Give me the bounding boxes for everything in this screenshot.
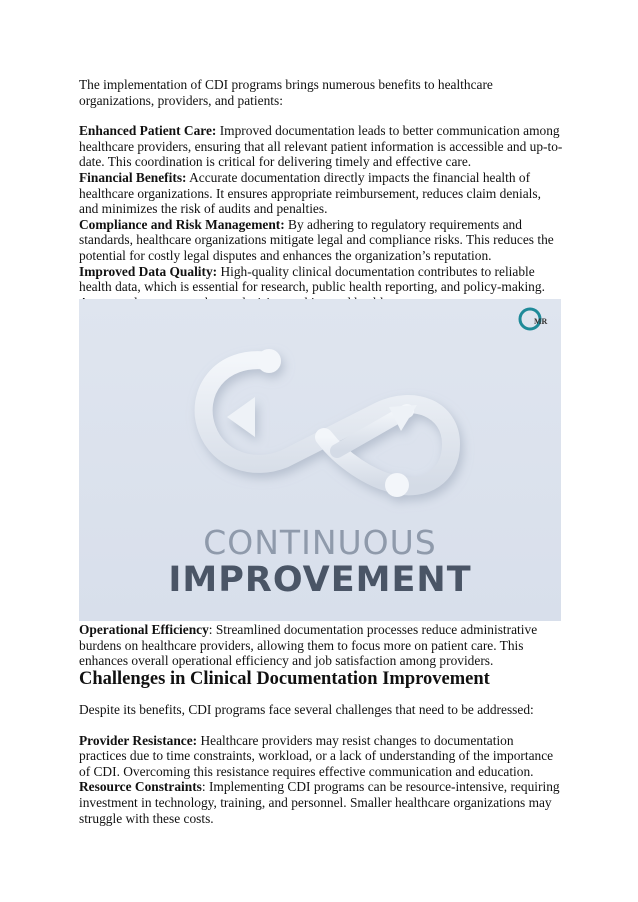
benefit-title: Enhanced Patient Care: bbox=[79, 123, 217, 139]
operational-section bbox=[79, 622, 563, 669]
loop-arrow-icon bbox=[204, 349, 451, 497]
benefit-patient-care bbox=[79, 123, 563, 170]
continuous-improvement-figure bbox=[79, 299, 561, 621]
challenge-title: Resource Constraints bbox=[79, 779, 202, 795]
operational-text: : Streamlined documentation processes reduce administrative burdens on healthcare providers, allowing them to focus more on patient care. This enhances overall operational efficiency and job satisfaction among providers. bbox=[79, 622, 538, 669]
benefit-compliance bbox=[79, 217, 563, 264]
benefit-financial bbox=[79, 170, 563, 217]
benefit-text: Improved documentation leads to better communication among healthcare providers, ensuring that all relevant patient information is accessible and up-to-date. This coordination is critical for delivering timely and effective care. bbox=[79, 123, 563, 170]
benefit-title: Financial Benefits: bbox=[79, 169, 187, 185]
benefit-text: Accurate documentation directly impacts the financial health of healthcare organizations. It ensures appropriate reimbursement, reduces claim denials, and minimizes the risk of audits and penalties. bbox=[79, 169, 541, 217]
challenges-heading: Challenges in Clinical Documentation Improvement bbox=[79, 669, 490, 689]
challenge-title: Provider Resistance: bbox=[79, 732, 198, 748]
figure-title-line2: IMPROVEMENT bbox=[168, 560, 472, 600]
challenges-intro: Despite its benefits, CDI programs face several challenges that need to be addressed: bbox=[79, 702, 534, 717]
benefit-title: Improved Data Quality: bbox=[79, 263, 218, 279]
figure-title-line1: CONTINUOUS bbox=[203, 523, 437, 562]
logo-text: MR bbox=[534, 317, 548, 326]
operational-title: Operational Efficiency bbox=[79, 622, 209, 637]
gmr-logo-icon bbox=[520, 309, 548, 329]
benefits-section bbox=[79, 77, 563, 310]
benefit-title: Compliance and Risk Management: bbox=[79, 216, 285, 232]
challenge-provider-resistance bbox=[79, 733, 563, 780]
challenge-resource-constraints bbox=[79, 779, 563, 826]
improvement-illustration bbox=[79, 299, 561, 621]
operational-paragraph bbox=[79, 622, 563, 669]
challenges-section bbox=[79, 668, 563, 826]
challenge-text: Healthcare providers may resist changes to documentation practices due to time constraints, workload, or a lack of understanding of the importance of CDI. Overcoming this resistance requires effective communication and education. bbox=[79, 732, 554, 779]
benefit-text: High-quality clinical documentation contributes to reliable health data, which is essential for research, public health reporting, and policy-making. bbox=[79, 263, 545, 295]
challenge-text: : Implementing CDI programs can be resource-intensive, requiring investment in technology, training, and personnel. Smaller healthcare organizations may struggle with these costs. bbox=[79, 779, 560, 826]
benefit-text: By adhering to regulatory requirements and standards, healthcare organizations mitigate legal and compliance risks. This reduces the potential for costly legal disputes and enhances the organization’s reputation. bbox=[79, 216, 554, 263]
intro-paragraph: The implementation of CDI programs brings numerous benefits to healthcare organizations, providers, and patients: bbox=[79, 77, 493, 108]
